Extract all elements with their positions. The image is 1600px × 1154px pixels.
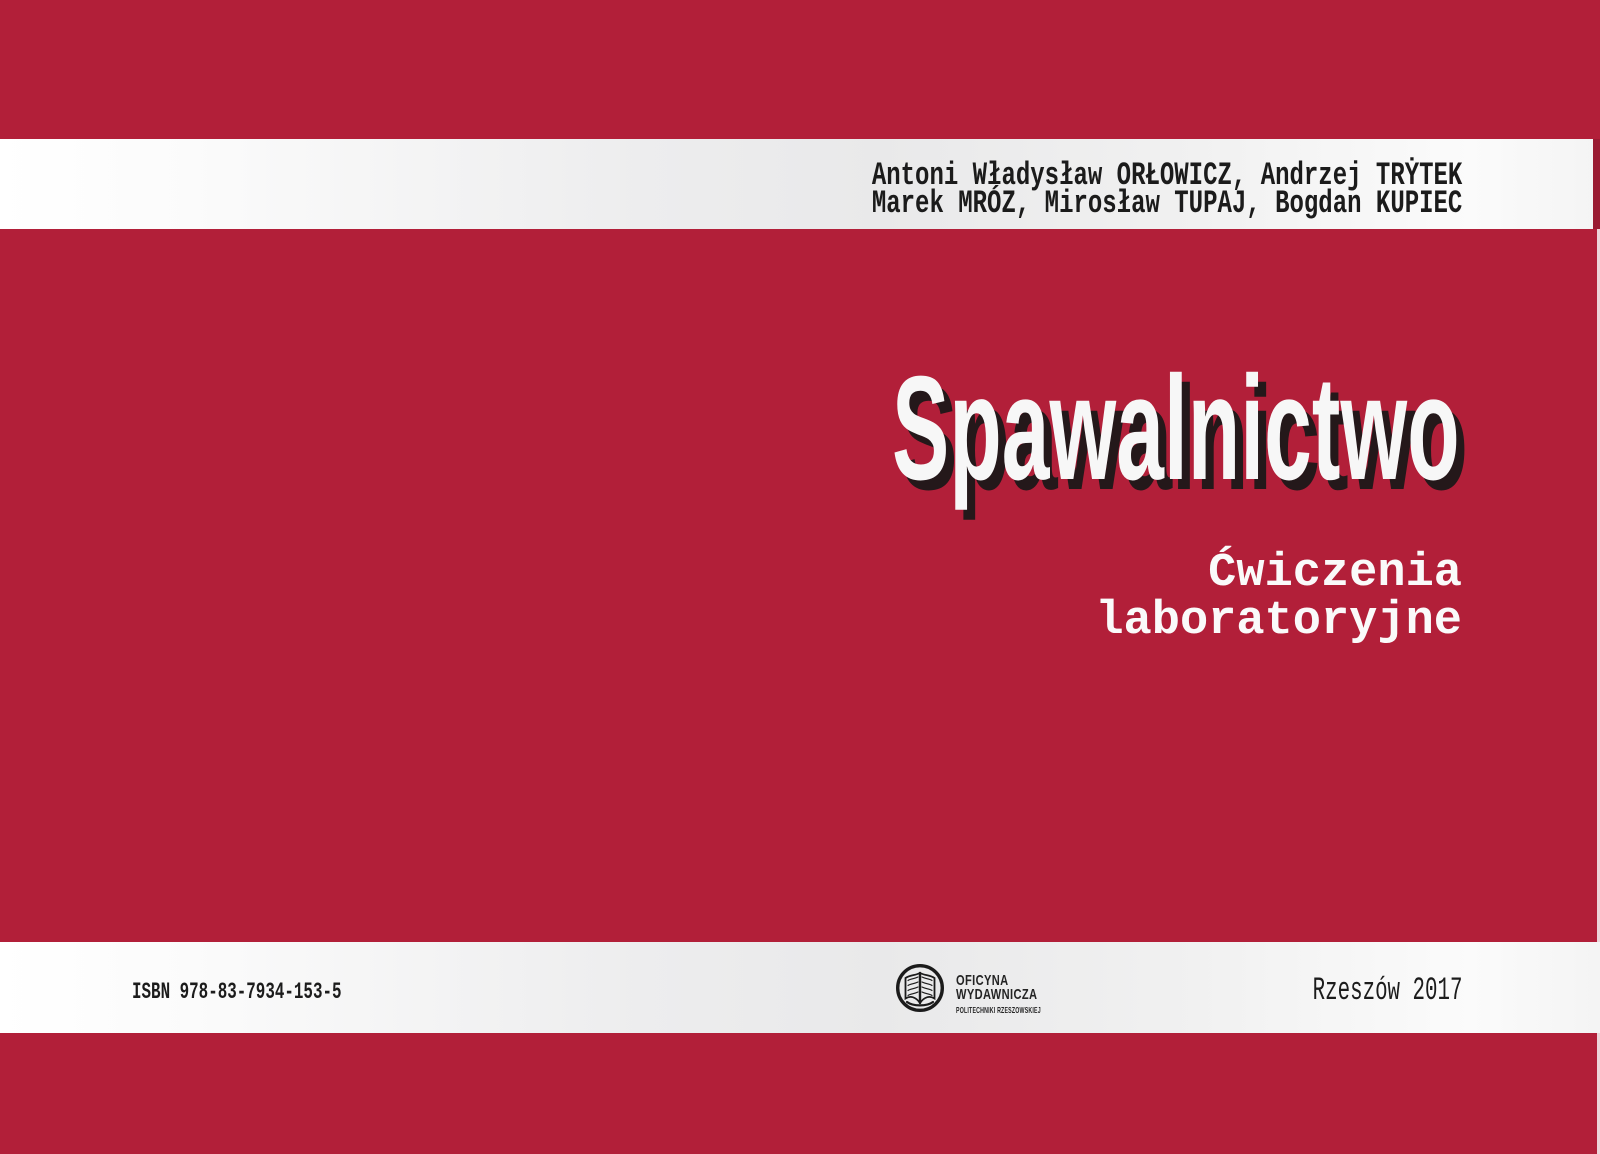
- book-subtitle: [1095, 547, 1462, 648]
- publisher-name: [956, 974, 1093, 1015]
- publisher-line-2: WYDAWNICZA: [956, 986, 1038, 1003]
- open-book-icon: [894, 962, 946, 1014]
- subtitle-line-1: Ćwiczenia: [1208, 547, 1462, 600]
- publisher-line-3: POLITECHNIKI RZESZOWSKIEJ: [956, 1005, 1041, 1015]
- publisher-line-1: OFICYNA: [956, 972, 1009, 989]
- author-names: [871, 157, 1462, 222]
- place-and-year: Rzeszów 2017: [1312, 972, 1462, 1009]
- author-line-2: Marek MRÓZ, Mirosław TUPAJ, Bogdan KUPIEC: [871, 185, 1462, 222]
- book-title: Spawalnictwo: [892, 346, 1460, 511]
- page-edge-dark-strip: [1593, 139, 1600, 229]
- author-line-1: Antoni Władysław ORŁOWICZ, Andrzej TRẎTEK: [871, 157, 1462, 194]
- isbn-number: ISBN 978-83-7934-153-5: [132, 979, 342, 1005]
- subtitle-line-2: laboratoryjne: [1095, 595, 1462, 648]
